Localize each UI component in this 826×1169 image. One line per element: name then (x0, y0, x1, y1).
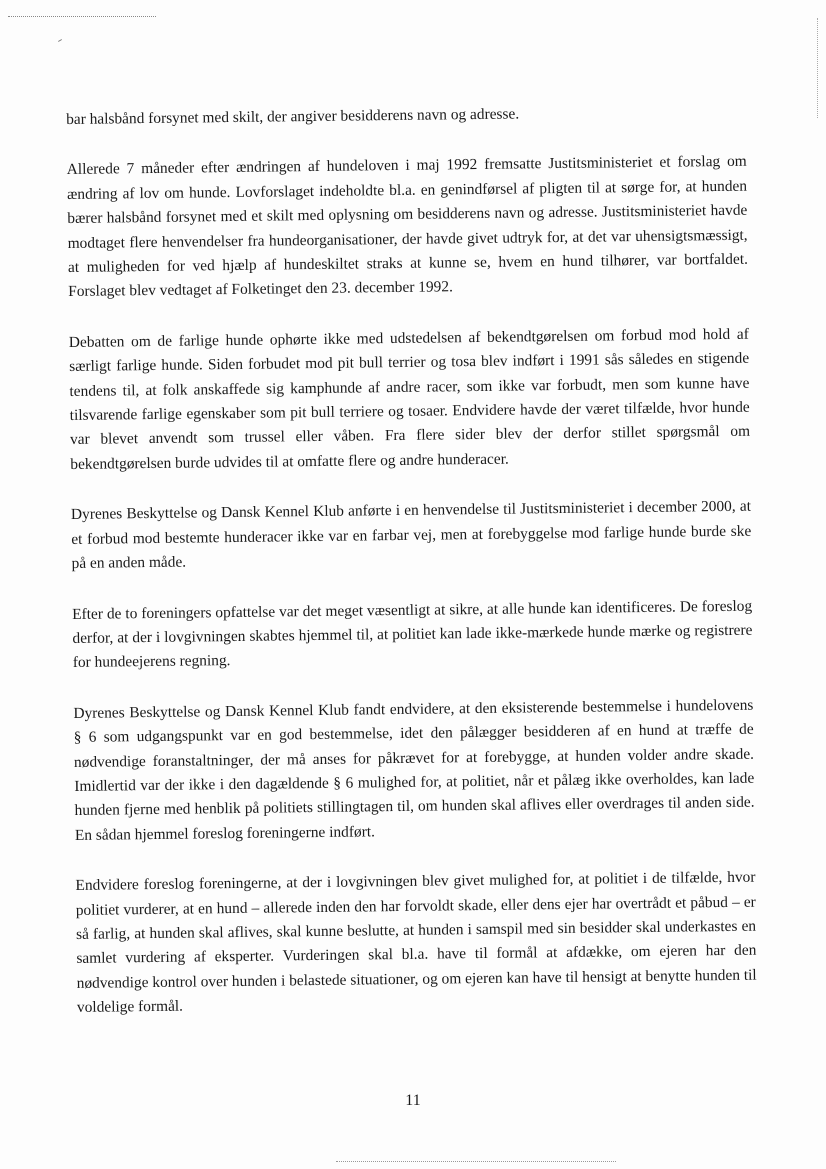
scan-artifact-edge (817, 18, 818, 118)
scan-artifact-top (8, 16, 156, 17)
scan-artifact-mark (58, 39, 62, 42)
body-text (66, 100, 757, 1047)
paragraph: Dyrenes Beskyttelse og Dansk Kennel Klub anførte i en henvendelse til Justitsministeriet i december 2000, at et forbud mod bestemte hunderacer ikke var en farbar vej, men at forebyggelse mod farlige hunde burde ske på en anden måde. (70, 497, 752, 573)
paragraph: bar halsbånd forsynet med skilt, der angiver besidderens navn og adresse. (66, 105, 520, 128)
paragraph: Allerede 7 måneder efter ændringen af hundeloven i maj 1992 fremsatte Justitsministeriet et forslag om ændring af lov om hunde. Lovforslaget indeholdte bl.a. en genindførsel af pligten til at sørge for, at hunden bærer halsbånd forsynet med et skilt med oplysning om besidderens navn og adresse. Justitsministeriet havde modtaget flere henvendelser fra hundeorganisationer, der havde givet udtryk for, at det var uhensigtsmæssigt, at muligheden for ved hjælp af hundeskiltet straks at kunne se, hvem en hund tilhører, var bortfaldet. Forslaget blev vedtaget af Folketinget den 23. december 1992. (66, 153, 749, 301)
paragraph: Dyrenes Beskyttelse og Dansk Kennel Klub fandt endvidere, at den eksisterende bestemmelse i hundelovens § 6 som udgangspunkt var en god bestemmelse, idet den pålægger besidderen af en hund at træffe de nødvendige foranstaltninger, der må anses for påkrævet for at forebygge, at hunden volder andre skade. Imidlertid var der ikke i den dagældende § 6 mulighed for, at politiet, når et pålæg ikke overholdes, kan lade hunden fjerne med henblik på politiets stillingtagen til, om hunden skal aflives eller overdrages til anden side. En sådan hjemmel foreslog foreningerne indført. (73, 696, 755, 844)
paragraph: Endvidere foreslog foreningerne, at der i lovgivningen blev givet mulighed for, at politiet i de tilfælde, hvor politiet vurderer, at en hund – allerede inden den har forvoldt skade, eller dens ejer har overtrådt et påbud – er så farlig, at hunden skal aflives, skal kunne beslutte, at hunden i samspil med sin besidder skal underkastes en samlet vurdering af eksperter. Vurderingen skal bl.a. have til formål at afdække, om ejeren har den nødvendige kontrol over hunden i belastede situationer, og om ejeren kan have til hensigt at benytte hunden til voldelige formål. (75, 868, 757, 1017)
paragraph: Debatten om de farlige hunde ophørte ikke med udstedelsen af bekendtgørelsen om forbud mod hold af særligt farlige hunde. Siden forbudet mod pit bull terrier og tosa blev indført i 1991 sås således en stigende tendens til, at folk anskaffede sig kamphunde af andre racer, som ikke var forbudt, men som kunne have tilsvarende farlige egenskaber som pit bull terriere og tosaer. Endvidere havde der været tilfælde, hvor hunde var blevet anvendt som trussel eller våben. Fra flere sider blev der derfor stillet spørgsmål om bekendtgørelsen burde udvides til at omfatte flere og andre hunderacer. (68, 325, 751, 473)
scan-artifact-bottom (336, 1161, 616, 1162)
page-number: 11 (405, 1092, 421, 1109)
paragraph: Efter de to foreningers opfattelse var det meget væsentligt at sikre, at alle hunde kan identificeres. De foreslog derfor, at der i lovgivningen skabtes hjemmel til, at politiet kan lade ikke-mærkede hunde mærke og registrere for hundeejerens regning. (72, 597, 753, 672)
